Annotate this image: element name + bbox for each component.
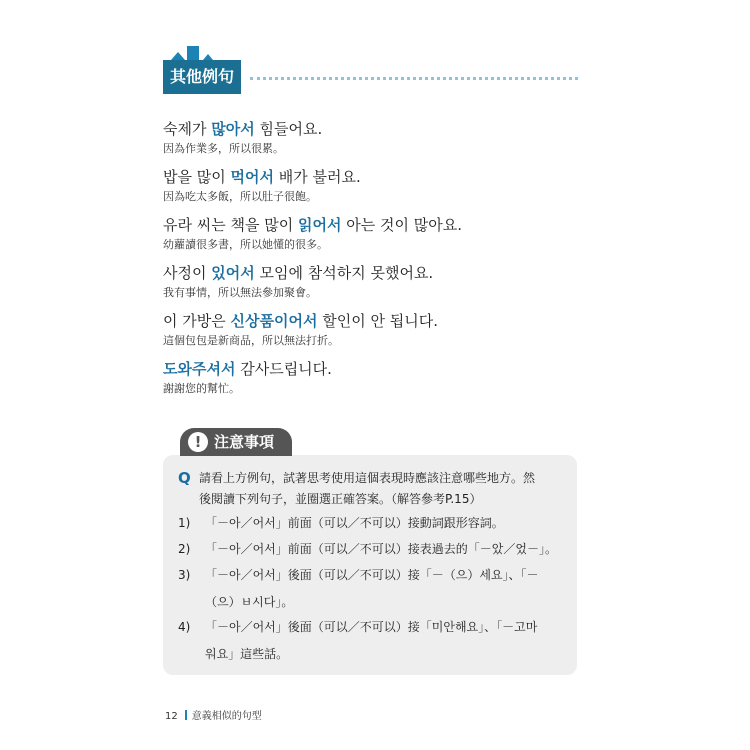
- item-text-continued: （으）ㅂ시다」。: [205, 595, 294, 609]
- example-3: [163, 215, 583, 253]
- section-title: 其他例句: [163, 60, 241, 94]
- question-line: 請看上方例句，試著思考使用這個表現時應該注意哪些地方。然: [199, 471, 536, 485]
- example-korean: [163, 311, 583, 331]
- chapter-title: 意義相似的句型: [191, 711, 262, 722]
- footer-separator: [185, 710, 187, 720]
- example-translation: 幼蘿讀很多書，所以她懂的很多。: [163, 238, 328, 251]
- item-number: 3): [178, 568, 191, 582]
- item-number: 1): [178, 516, 191, 530]
- house-roof-icon: [171, 52, 185, 60]
- example-1: [163, 119, 583, 157]
- example-korean: [163, 119, 583, 139]
- korean-text: 숙제가: [163, 120, 212, 138]
- example-korean: [163, 263, 583, 283]
- item-number: 2): [178, 542, 191, 556]
- korean-text: 밥을 많이: [163, 168, 231, 186]
- korean-text: 유라 씨는 책을 많이: [163, 216, 298, 234]
- highlighted-grammar: 있어서: [211, 264, 255, 282]
- page-footer: [165, 707, 262, 722]
- item-number: 4): [178, 620, 191, 634]
- item-text: 「－아／어서」前面（可以／不可以）接表過去的「－았／었－」。: [205, 542, 557, 556]
- example-translation: 因為作業多，所以很累。: [163, 142, 284, 155]
- item-text: 「－아／어서」前面（可以／不可以）接動詞跟形容詞。: [205, 516, 504, 530]
- korean-text: 배가 불러요.: [273, 168, 361, 186]
- question-line: 後閱讀下列句子，並圈選正確答案。（解答參考P.15）: [199, 492, 482, 506]
- notice-tab: [180, 428, 292, 456]
- exclamation-icon: !: [188, 432, 208, 452]
- highlighted-grammar: 읽어서: [298, 216, 342, 234]
- korean-text: 이 가방은: [163, 312, 231, 330]
- example-translation: 這個包包是新商品，所以無法打折。: [163, 334, 339, 347]
- example-2: [163, 167, 583, 205]
- example-korean: [163, 215, 583, 235]
- question-label: Q: [178, 469, 191, 487]
- example-translation: 因為吃太多飯，所以肚子很飽。: [163, 190, 317, 203]
- highlighted-grammar: 도와주셔서: [163, 360, 236, 378]
- example-4: [163, 263, 583, 301]
- korean-text: 힘들어요.: [254, 120, 323, 138]
- example-5: [163, 311, 583, 349]
- highlighted-grammar: 많아서: [211, 120, 255, 138]
- item-text: 「－아／어서」後面（可以／不可以）接「－（으）세요」、「－: [205, 568, 539, 582]
- item-text: 「－아／어서」後面（可以／不可以）接「미안해요」、「－고마: [205, 620, 538, 634]
- highlighted-grammar: 먹어서: [230, 168, 274, 186]
- question-text: [199, 468, 565, 510]
- korean-text: 감사드립니다.: [235, 360, 332, 378]
- korean-text: 할인이 안 됩니다.: [317, 312, 438, 330]
- house-chimney-icon: [187, 46, 199, 60]
- dotted-divider: [250, 77, 578, 80]
- example-korean: [163, 359, 583, 379]
- page-number: 12: [165, 711, 178, 722]
- section-heading: [163, 60, 241, 94]
- notice-title: 注意事項: [214, 433, 275, 451]
- highlighted-grammar: 신상품이어서: [230, 312, 318, 330]
- example-korean: [163, 167, 583, 187]
- korean-text: 모임에 참석하지 못했어요.: [254, 264, 434, 282]
- example-translation: 謝謝您的幫忙。: [163, 382, 240, 395]
- example-6: [163, 359, 583, 397]
- example-translation: 我有事情，所以無法參加聚會。: [163, 286, 317, 299]
- item-text-continued: 워요」這些話。: [205, 647, 289, 661]
- korean-text: 사정이: [163, 264, 212, 282]
- korean-text: 아는 것이 많아요.: [341, 216, 462, 234]
